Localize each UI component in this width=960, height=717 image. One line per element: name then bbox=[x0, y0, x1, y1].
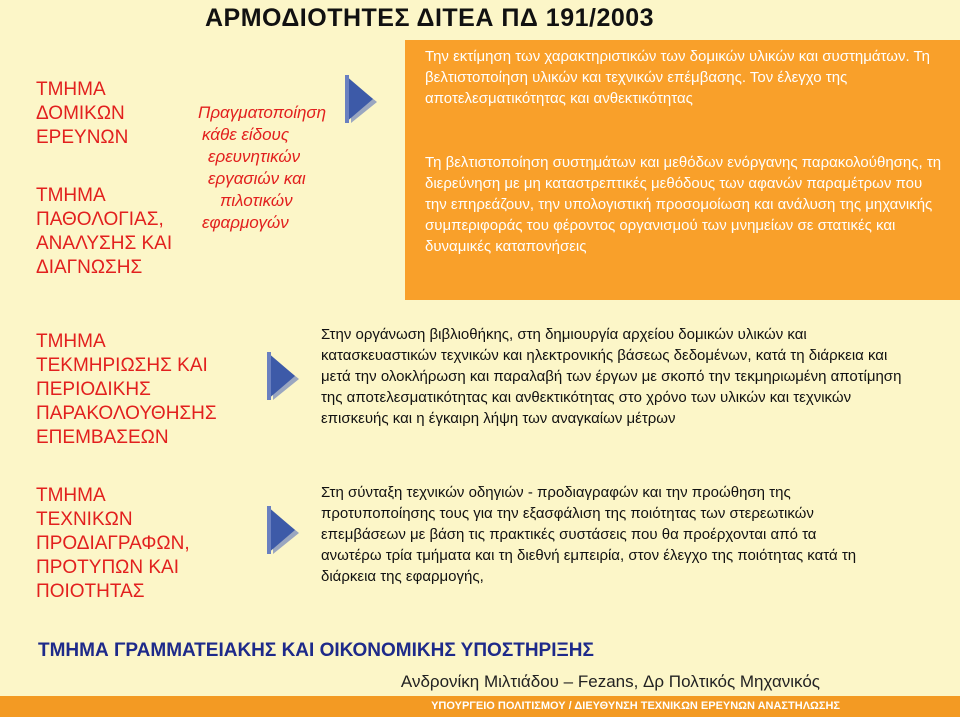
top-description-panel bbox=[405, 40, 960, 300]
dept-line: ΔΙΑΓΝΩΣΗΣ bbox=[36, 257, 143, 278]
scope-line: εφαρμογών bbox=[202, 213, 289, 232]
dept-line: ΤΕΧΝΙΚΩΝ bbox=[36, 509, 133, 530]
scope-line: κάθε είδους bbox=[202, 125, 290, 144]
dept-line: ΔΟΜΙΚΩΝ bbox=[36, 103, 125, 124]
dept-line: ΤΜΗΜΑ bbox=[36, 331, 106, 352]
dept-specifications bbox=[36, 484, 190, 604]
dept-secretariat: ΤΜΗΜΑ ΓΡΑΜΜΑΤΕΙΑΚΗΣ ΚΑΙ ΟΙΚΟΝΟΜΙΚΗΣ ΥΠΟΣΤΗΡΙΞΗΣ bbox=[38, 640, 594, 661]
dept-line: ΠΑΘΟΛΟΓΙΑΣ, bbox=[36, 209, 164, 230]
author-credit: Ανδρονίκη Μιλτιάδου – Fezans, Δρ Πολτικός Μηχανικός bbox=[400, 672, 820, 691]
scope-line: ερευνητικών bbox=[208, 147, 301, 166]
dept-documentation bbox=[36, 330, 217, 450]
panel-paragraph-2: Τη βελτιστοποίηση συστημάτων και μεθόδων ενόργανης παρακολούθησης, τη διερεύνηση με μη καταστρεπτικές μεθόδους των αφανών παραμέτρων που την επηρεάζουν, την υπολογιστική προσομοίωση και ανάλυση της μηχανικής συμπεριφοράς του φέροντος οργανισμού των μνημείων σε στατικές και δυναμικές καταπονήσεις bbox=[425, 154, 942, 255]
scope-line: πιλοτικών bbox=[220, 191, 293, 210]
panel-paragraph-1: Την εκτίμηση των χαρακτηριστικών των δομικών υλικών και συστημάτων. Τη βελτιστοποίηση υλικών και τεχνικών επέμβασης. Τον έλεγχο της αποτελεσματικότητας και ανθεκτικότητας bbox=[425, 48, 930, 107]
dept-line: ΤΜΗΜΑ bbox=[36, 79, 106, 100]
arrow-right-icon bbox=[345, 75, 383, 129]
dept-line: ΕΠΕΜΒΑΣΕΩΝ bbox=[36, 427, 169, 448]
dept-line: ΑΝΑΛΥΣΗΣ ΚΑΙ bbox=[36, 233, 173, 254]
dept-line: ΠΡΟΔΙΑΓΡΑΦΩΝ, bbox=[36, 533, 190, 554]
documentation-description: Στην οργάνωση βιβλιοθήκης, στη δημιουργία αρχείου δομικών υλικών και κατασκευαστικών τεχνικών και ηλεκτρονικής βάσεως δεδομένων, κατά τη διάρκεια και μετά την ολοκλήρωση και παραλαβή των έργων με σκοπό την τεκμηριωμένη αποτίμηση της αποτελεσματικότητας και ανθεκτικότητας στο χρόνο των υλικών και τεχνικών επισκευής και η έγκαιρη λήψη των αναγκαίων μέτρων bbox=[321, 326, 902, 427]
dept-line: ΤΕΚΜΗΡΙΩΣΗΣ ΚΑΙ bbox=[36, 355, 208, 376]
ministry-footer-bar: ΥΠΟΥΡΓΕΙΟ ΠΟΛΙΤΙΣΜΟΥ / ΔΙΕΥΘΥΝΣΗ ΤΕΧΝΙΚΩΝ ΕΡΕΥΝΩΝ ΑΝΑΣΤΗΛΩΣΗΣ bbox=[0, 696, 960, 717]
arrow-right-icon bbox=[267, 506, 305, 560]
page-title: ΑΡΜΟΔΙΟΤΗΤΕΣ ΔΙΤΕΑ ΠΔ 191/2003 bbox=[205, 4, 655, 32]
specifications-description: Στη σύνταξη τεχνικών οδηγιών - προδιαγραφών και την προώθηση της προτυποποίησης τους για την εξασφάλιση της ποιότητας των στερεωτικών επεμβάσεων με βάση τις πρακτικές συστάσεις που θα προέρχονται από τα ανωτέρω τρία τμήματα και τη διεθνή εμπειρία, στον έλεγχο της ποιότητας κατά τη διάρκεια της εφαρμογής, bbox=[321, 484, 857, 585]
dept-line: ΤΜΗΜΑ bbox=[36, 485, 106, 506]
dept-line: ΠΑΡΑΚΟΛΟΥΘΗΣΗΣ bbox=[36, 403, 217, 424]
dept-line: ΕΡΕΥΝΩΝ bbox=[36, 127, 129, 148]
scope-line: εργασιών και bbox=[208, 169, 306, 188]
dept-line: ΠΡΟΤΥΠΩΝ ΚΑΙ bbox=[36, 557, 180, 578]
scope-line: Πραγματοποίηση bbox=[198, 103, 327, 122]
dept-line: ΠΟΙΟΤΗΤΑΣ bbox=[36, 581, 145, 602]
dept-line: ΠΕΡΙΟΔΙΚΗΣ bbox=[36, 379, 151, 400]
dept-line: ΤΜΗΜΑ bbox=[36, 185, 106, 206]
dept-pathology bbox=[36, 184, 172, 280]
arrow-right-icon bbox=[267, 352, 305, 406]
dept-structural-research bbox=[36, 78, 128, 150]
